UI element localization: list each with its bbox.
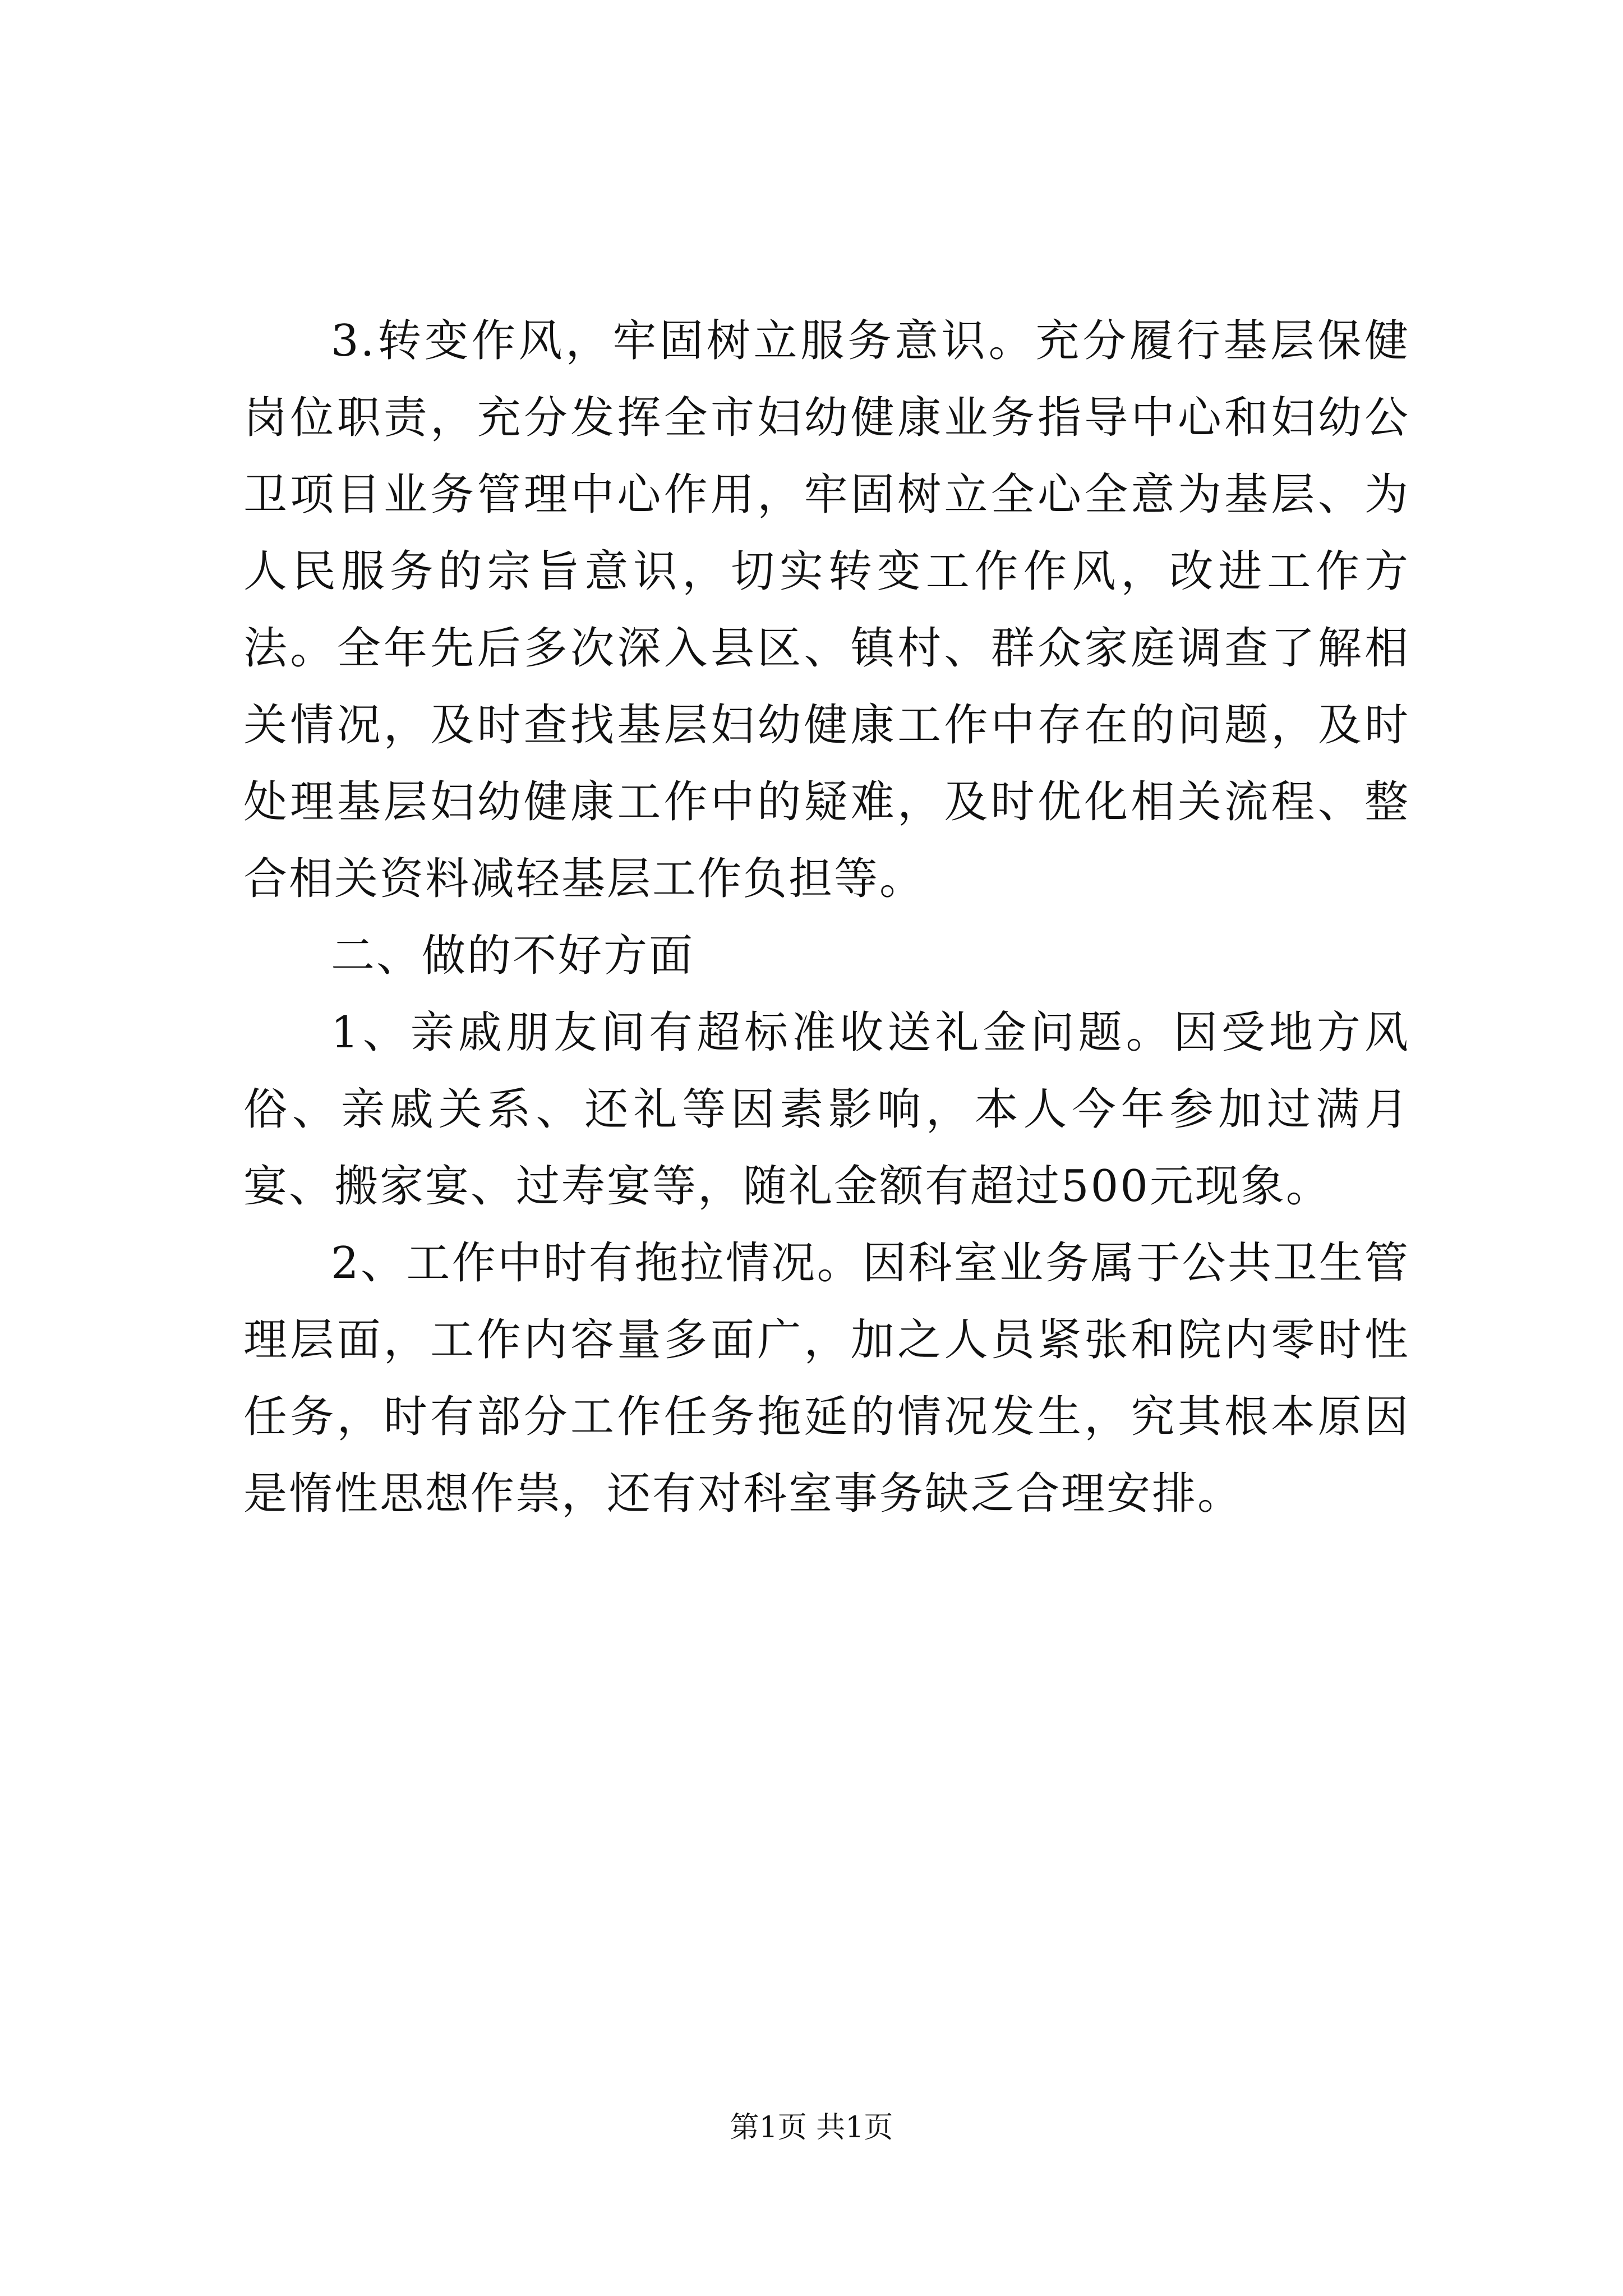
paragraph-gift-money: 1、亲戚朋友间有超标准收送礼金问题。因受地方风俗、亲戚关系、还礼等因素影响，本人今年参加过满月宴、搬家宴、过寿宴等，随礼金额有超过500元现象。 xyxy=(243,1007,1410,1212)
section-heading-shortcomings: 二、做的不好方面 xyxy=(331,931,695,981)
paragraph-work-style: 3.转变作风，牢固树立服务意识。充分履行基层保健岗位职责，充分发挥全市妇幼健康业务指导中心和妇幼公卫项目业务管理中心作用，牢固树立全心全意为基层、为人民服务的宗旨意识，切实转变工作作风，改进工作方法。全年先后多次深入县区、镇村、群众家庭调查了解相关情况，及时查找基层妇幼健康工作中存在的问题，及时处理基层妇幼健康工作中的疑难，及时优化相关流程、整合相关资料减轻基层工作负担等。 xyxy=(243,316,1410,904)
paragraph-procrastination: 2、工作中时有拖拉情况。因科室业务属于公共卫生管理层面，工作内容量多面广，加之人员紧张和院内零时性任务，时有部分工作任务拖延的情况发生，究其根本原因是惰性思想作祟，还有对科室事务缺乏合理安排。 xyxy=(243,1238,1410,1519)
page-number-footer: 第1页 共1页 xyxy=(730,2111,893,2145)
document-body xyxy=(243,303,1410,1533)
